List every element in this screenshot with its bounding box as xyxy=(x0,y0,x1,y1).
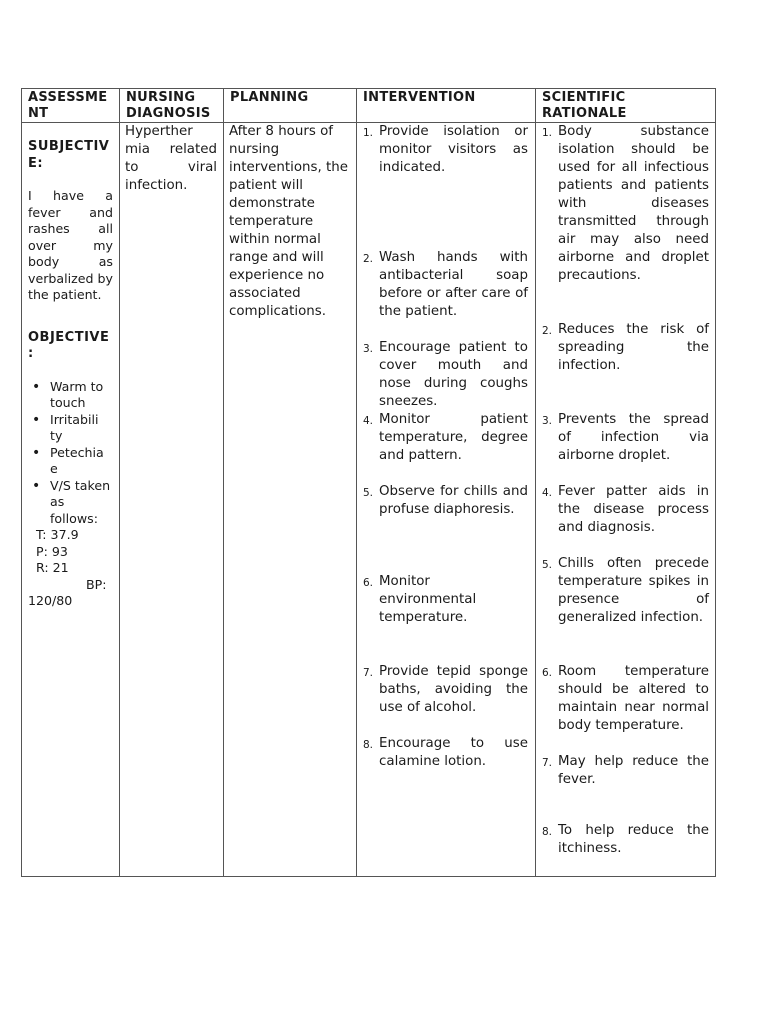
item-number: 5. xyxy=(363,487,374,499)
rationale-item xyxy=(535,753,709,822)
rationale-item xyxy=(535,663,709,753)
item-number: 4. xyxy=(542,487,553,499)
item-number: 4. xyxy=(363,415,374,427)
rationale-text: Body substance isolation should be used for all infectious patients and patients with diseases transmitted through air may also need airborne and droplet precautions. xyxy=(558,124,709,283)
rationale-text: Chills often precede temperature spikes in presence of generalized infection. xyxy=(558,556,709,625)
header-assessment: ASSESSME NT xyxy=(28,90,108,121)
vital-pulse: P: 93 xyxy=(36,543,68,559)
rationale-item xyxy=(535,321,709,411)
objective-item: • Warm to touch xyxy=(28,379,113,412)
item-number: 2. xyxy=(542,325,553,337)
care-plan-table xyxy=(21,88,716,877)
objective-item: • V/S taken as follows: xyxy=(28,478,113,528)
vital-blood-pressure: BP: 120/80 xyxy=(28,576,107,608)
header-nursing-diagnosis: NURSING DIAGNOSIS xyxy=(126,90,211,121)
item-number: 7. xyxy=(542,757,553,769)
item-number: 7. xyxy=(363,667,374,679)
intervention-text: Observe for chills and profuse diaphoresis. xyxy=(379,484,528,517)
header-scientific-rationale: SCIENTIFIC RATIONALE xyxy=(542,90,627,121)
rationale-text: Room temperature should be altered to maintain near normal body temperature. xyxy=(558,664,709,733)
item-number: 6. xyxy=(363,577,374,589)
item-number: 8. xyxy=(542,826,553,838)
objective-label: OBJECTIVE : xyxy=(28,329,110,361)
objective-item: • Irritabili ty xyxy=(28,412,113,445)
header-intervention: INTERVENTION xyxy=(363,90,476,105)
intervention-text: Monitor patient temperature, degree and pattern. xyxy=(379,412,528,463)
intervention-text: Provide tepid sponge baths, avoiding the use of alcohol. xyxy=(379,664,528,715)
intervention-text: Monitor environmental temperature. xyxy=(379,574,477,625)
item-number: 5. xyxy=(542,559,553,571)
item-number: 8. xyxy=(363,739,374,751)
intervention-item xyxy=(356,249,528,339)
rationale-text: Fever patter aids in the disease process and diagnosis. xyxy=(558,484,709,535)
planning-text: After 8 hours of nursing interventions, the patient will demonstrate temperature within normal range and will experience no associated complications. xyxy=(229,124,348,319)
objective-item: • Petechia e xyxy=(28,445,113,478)
rationale-item xyxy=(535,411,709,483)
header-planning: PLANNING xyxy=(230,90,309,105)
intervention-item xyxy=(356,663,528,735)
intervention-item xyxy=(356,483,528,573)
item-number: 1. xyxy=(363,127,374,139)
rationale-text: To help reduce the itchiness. xyxy=(558,823,709,856)
intervention-item xyxy=(356,123,528,249)
objective-list xyxy=(28,379,113,528)
rationale-list xyxy=(535,123,709,858)
item-number: 2. xyxy=(363,253,374,265)
rationale-text: Reduces the risk of spreading the infection. xyxy=(558,322,709,373)
intervention-text: Encourage patient to cover mouth and nose during coughs sneezes. xyxy=(379,340,528,409)
rationale-item xyxy=(535,822,709,858)
intervention-item xyxy=(356,573,528,663)
rationale-text: May help reduce the fever. xyxy=(558,754,709,787)
nursing-diagnosis-text: Hyperther mia related to viral infection. xyxy=(125,124,217,193)
rationale-text: Prevents the spread of infection via airborne droplet. xyxy=(558,412,709,463)
item-number: 6. xyxy=(542,667,553,679)
subjective-label: SUBJECTIV E: xyxy=(28,139,110,171)
rationale-item xyxy=(535,555,709,663)
intervention-item xyxy=(356,411,528,483)
assessment-cell xyxy=(28,139,113,610)
subjective-text: I have a fever and rashes all over my body as verbalized by the patient. xyxy=(28,188,113,302)
column-divider xyxy=(223,89,224,876)
item-number: 3. xyxy=(542,415,553,427)
rationale-item xyxy=(535,483,709,555)
vital-temperature: T: 37.9 xyxy=(36,527,79,542)
intervention-text: Encourage to use calamine lotion. xyxy=(379,736,528,769)
item-number: 1. xyxy=(542,127,553,139)
intervention-item xyxy=(356,735,528,771)
intervention-text: Wash hands with antibacterial soap before or after care of the patient. xyxy=(379,250,528,319)
item-number: 3. xyxy=(363,343,374,355)
column-divider xyxy=(119,89,120,876)
rationale-item xyxy=(535,123,709,321)
vital-respiration: R: 21 xyxy=(36,560,69,575)
intervention-list xyxy=(356,123,528,771)
intervention-text: Provide isolation or monitor visitors as indicated. xyxy=(379,124,528,175)
intervention-item xyxy=(356,339,528,411)
